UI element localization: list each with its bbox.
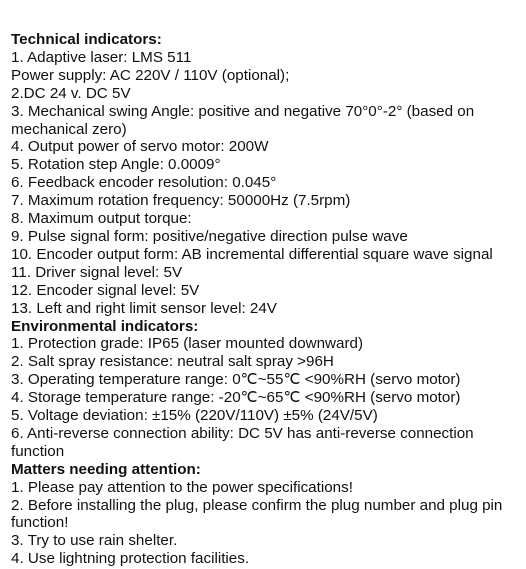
environmental-indicators-heading: Environmental indicators:: [11, 317, 199, 335]
tech-line: 12. Encoder signal level: 5V: [11, 281, 200, 299]
env-line: 3. Operating temperature range: 0℃~55℃ <90%RH (servo motor): [11, 371, 461, 389]
technical-indicators-section: [11, 31, 526, 318]
tech-line: 2.DC 24 v. DC 5V: [11, 84, 131, 102]
env-line: 6. Anti-reverse connection ability: DC 5V has anti-reverse connection function: [11, 424, 474, 460]
env-line: 1. Protection grade: IP65 (laser mounted downward): [11, 335, 364, 353]
environmental-indicators-section: [11, 318, 526, 461]
tech-line: 9. Pulse signal form: positive/negative direction pulse wave: [11, 227, 408, 245]
tech-line: 11. Driver signal level: 5V: [11, 263, 183, 281]
attention-line: 4. Use lightning protection facilities.: [11, 550, 250, 568]
tech-line: 13. Left and right limit sensor level: 24V: [11, 299, 277, 317]
matters-needing-attention-heading: Matters needing attention:: [11, 460, 201, 478]
technical-indicators-heading: Technical indicators:: [11, 31, 162, 48]
env-line: 2. Salt spray resistance: neutral salt spray >96H: [11, 353, 334, 371]
tech-line: 1. Adaptive laser: LMS 511: [11, 48, 192, 66]
attention-line: 3. Try to use rain shelter.: [11, 532, 178, 550]
spec-document: [11, 31, 526, 568]
env-line: 4. Storage temperature range: -20℃~65℃ <90%RH (servo motor): [11, 389, 461, 407]
tech-line: 10. Encoder output form: AB incremental differential square wave signal: [11, 245, 493, 263]
tech-line: 4. Output power of servo motor: 200W: [11, 138, 269, 156]
tech-line: Power supply: AC 220V / 110V (optional);: [11, 66, 290, 84]
matters-needing-attention-section: [11, 461, 526, 568]
tech-line: 6. Feedback encoder resolution: 0.045°: [11, 174, 277, 192]
attention-line: 1. Please pay attention to the power specifications!: [11, 478, 353, 496]
env-line: 5. Voltage deviation: ±15% (220V/110V) ±5% (24V/5V): [11, 407, 378, 425]
tech-line: 3. Mechanical swing Angle: positive and negative 70°0°-2° (based on mechanical zero): [11, 102, 475, 138]
tech-line: 5. Rotation step Angle: 0.0009°: [11, 156, 221, 174]
attention-line: 2. Before installing the plug, please confirm the plug number and plug pin function!: [11, 496, 503, 532]
tech-line: 8. Maximum output torque:: [11, 210, 192, 228]
tech-line: 7. Maximum rotation frequency: 50000Hz (7.5rpm): [11, 192, 351, 210]
